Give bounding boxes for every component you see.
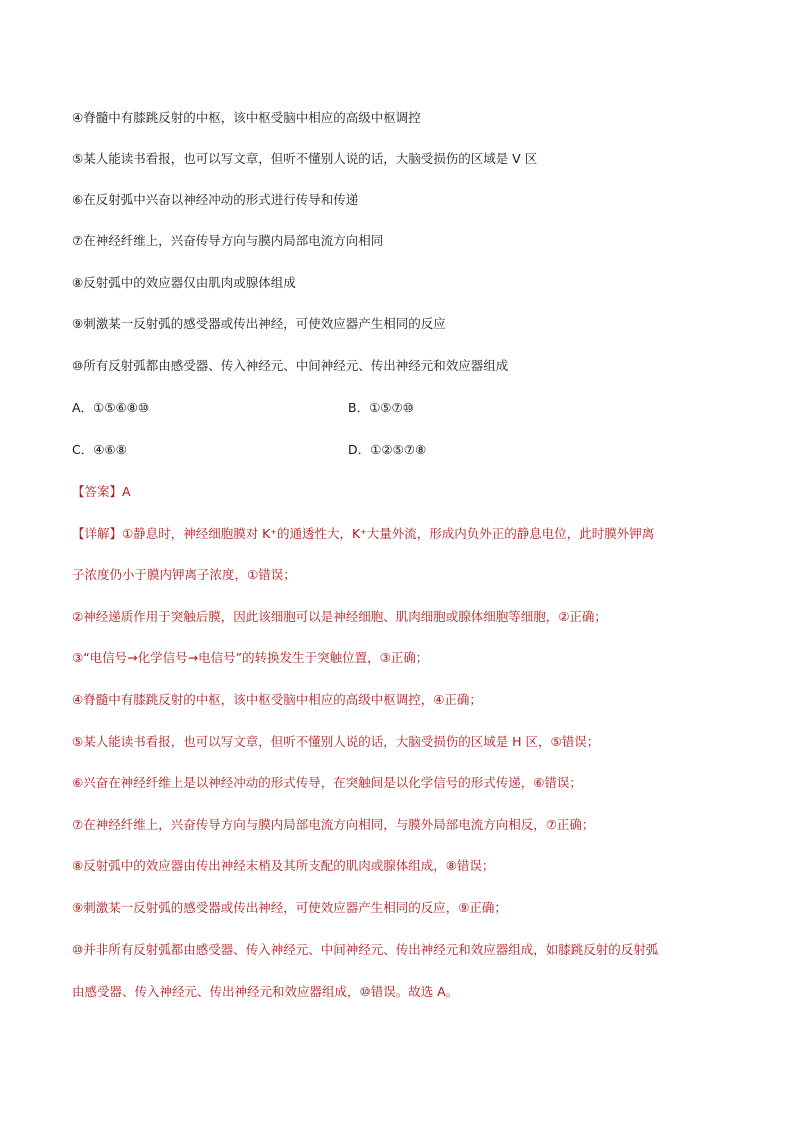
answer-label: 【答案】A [72,484,131,499]
option-a: A．①⑤⑥⑧⑩ [72,400,150,415]
option-b: B．①⑤⑦⑩ [348,400,414,415]
explanation-line: 【详解】①静息时，神经细胞膜对 K⁺的通透性大，K⁺大量外流，形成内负外正的静息电位，此时膜外钾离 [72,526,655,541]
statement-6: ⑥在反射弧中兴奋以神经冲动的形式进行传导和传递 [72,192,359,207]
explanation-line: ④脊髓中有膝跳反射的中枢，该中枢受脑中相应的高级中枢调控，④正确； [72,692,482,707]
explanation-line: ⑨刺激某一反射弧的感受器或传出神经，可使效应器产生相同的反应，⑨正确； [72,900,507,915]
option-d: D．①②⑤⑦⑧ [348,442,427,457]
statement-5: ⑤某人能读书看报，也可以写文章，但听不懂别人说的话，大脑受损伤的区域是 V 区 [72,151,538,166]
statement-7: ⑦在神经纤维上，兴奋传导方向与膜内局部电流方向相同 [72,233,384,248]
statement-8: ⑧反射弧中的效应器仅由肌肉或腺体组成 [72,275,296,290]
statement-10: ⑩所有反射弧都由感受器、传入神经元、中间神经元、传出神经元和效应器组成 [72,358,509,373]
explanation-line: 由感受器、传入神经元、传出神经元和效应器组成，⑩错误。故选 A。 [72,984,459,999]
explanation-line: ⑥兴奋在神经纤维上是以神经冲动的形式传导，在突触间是以化学信号的形式传递，⑥错误； [72,775,582,790]
explanation-line: 子浓度仍小于膜内钾离子浓度，①错误； [72,567,296,582]
explanation-line: ⑤某人能读书看报，也可以写文章，但听不懂别人说的话，大脑受损伤的区域是 H 区，⑤错误； [72,734,600,749]
explanation-line: ⑧反射弧中的效应器由传出神经末梢及其所支配的肌肉或腺体组成，⑧错误； [72,858,495,873]
statement-4: ④脊髓中有膝跳反射的中枢，该中枢受脑中相应的高级中枢调控 [72,110,421,125]
explanation-line: ③“电信号→化学信号→电信号”的转换发生于突触位置，③正确； [72,650,429,665]
explanation-line: ②神经递质作用于突触后膜，因此该细胞可以是神经细胞、肌肉细胞或腺体细胞等细胞，②正确； [72,609,607,624]
explanation-line: ⑩并非所有反射弧都由感受器、传入神经元、中间神经元、传出神经元和效应器组成，如膝跳反射的反射弧 [72,942,659,957]
explanation-line: ⑦在神经纤维上，兴奋传导方向与膜内局部电流方向相同，与膜外局部电流方向相反，⑦正确； [72,817,595,832]
option-c: C．④⑥⑧ [72,442,127,457]
statement-9: ⑨刺激某一反射弧的感受器或传出神经，可使效应器产生相同的反应 [72,316,446,331]
